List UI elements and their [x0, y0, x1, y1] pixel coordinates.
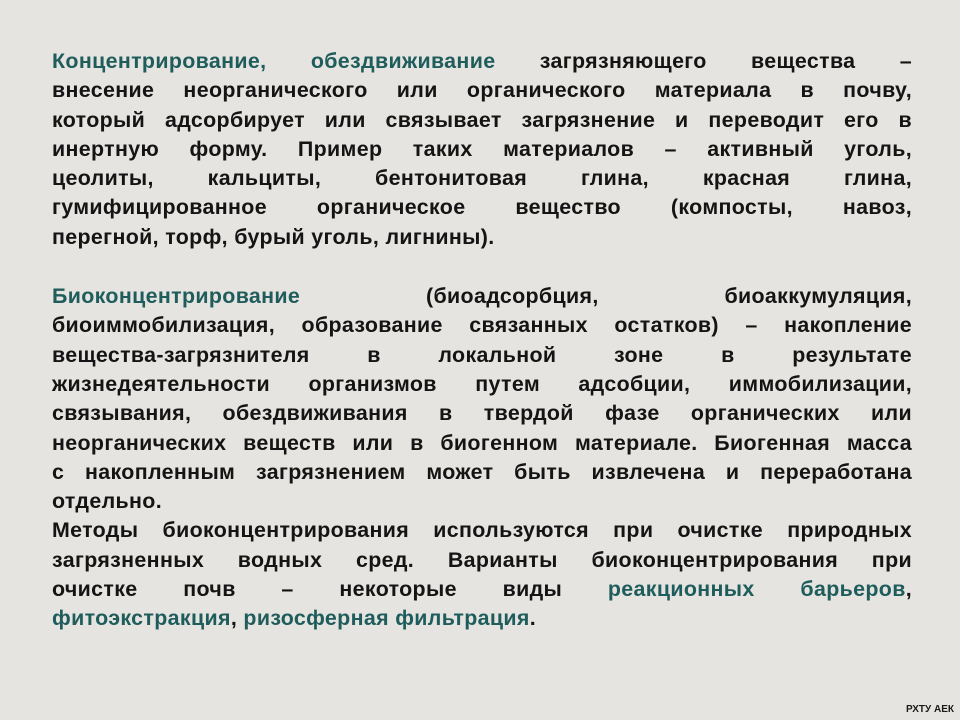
text-line: биоиммобилизация, образование связанных остатков) – накопление — [52, 313, 912, 338]
text-line: жизнедеятельности организмов путем адсобции, иммобилизации, — [52, 371, 912, 396]
text-line: загрязненных водных сред. Варианты биоконцентрирования при — [52, 547, 912, 572]
term-bioconcentration: Биоконцентрирование — [52, 284, 301, 309]
text-line — [52, 47, 912, 76]
text-line: гумифицированное органическое вещество (компосты, навоз, — [52, 195, 912, 220]
text-line: неорганических веществ или в биогенном материале. Биогенная масса — [52, 430, 912, 455]
text-span: загрязняющего вещества – — [495, 49, 912, 73]
text-span: (биоадсорбция, биоаккумуляция, — [300, 284, 912, 309]
text-span: очистке почв – некоторые виды — [52, 577, 608, 602]
text-line: связывания, обездвиживания в твердой фазе органических или — [52, 401, 912, 426]
text-line: внесение неорганического или органического материала в почву, — [52, 78, 912, 103]
text-line — [52, 282, 912, 311]
text-line — [52, 604, 912, 633]
text-span: , — [905, 577, 912, 602]
paragraph-bioconcentration — [52, 282, 912, 516]
text-span: , — [230, 606, 244, 631]
paragraph-spacer — [52, 252, 912, 282]
slide-body — [52, 47, 912, 634]
text-span: . — [529, 606, 536, 631]
text-line: отдельно. — [52, 489, 163, 514]
term-immobilization: обездвиживание — [310, 49, 496, 73]
text-line — [52, 575, 912, 604]
text-line: с накопленным загрязнением может быть извлечена и переработана — [52, 459, 912, 484]
footer-label: РХТУ АЕК — [905, 704, 954, 715]
text-line: вещества-загрязнителя в локальной зоне в результате — [52, 342, 912, 367]
text-line: перегной, торф, бурый уголь, лигнины). — [52, 224, 495, 249]
text-line: инертную форму. Пример таких материалов – активный уголь, — [52, 136, 912, 161]
text-line: цеолиты, кальциты, бентонитовая глина, красная глина, — [52, 166, 912, 191]
paragraph-concentration — [52, 47, 912, 252]
term-rhizofiltration: ризосферная фильтрация — [243, 606, 530, 631]
paragraph-methods — [52, 516, 912, 633]
term-concentration: Концентрирование, — [52, 49, 267, 73]
text-line: который адсорбирует или связывает загрязнение и переводит его в — [52, 107, 912, 132]
term-reactive-barriers: реакционных барьеров — [607, 577, 906, 602]
text-line: Методы биоконцентрирования используются при очистке природных — [52, 518, 912, 543]
term-phytoextraction: фитоэкстракция — [52, 606, 231, 631]
